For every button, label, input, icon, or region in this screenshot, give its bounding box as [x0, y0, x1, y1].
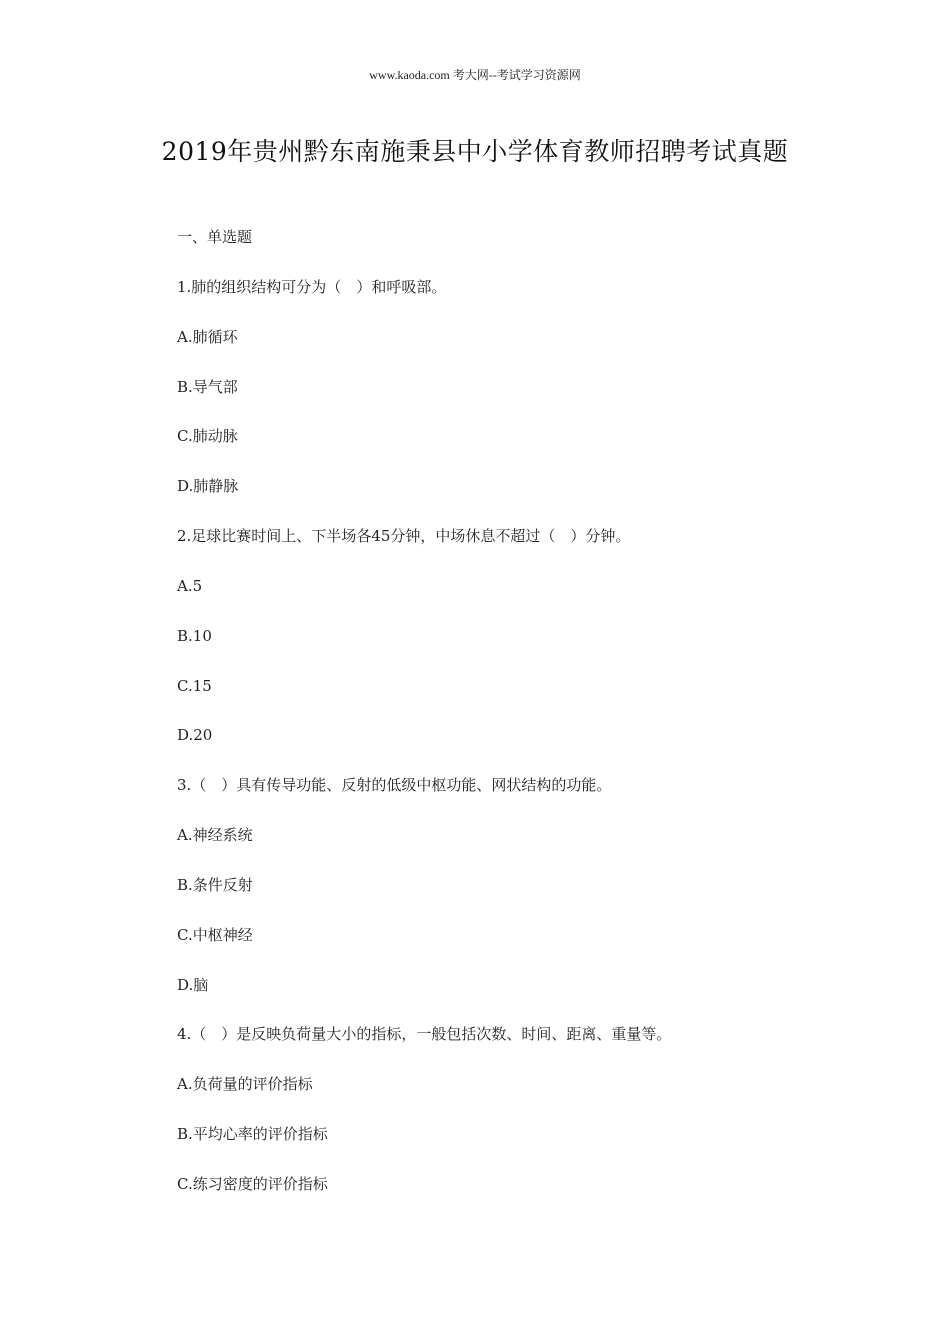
page-header-site: www.kaoda.com 考大网--考试学习资源网: [369, 68, 581, 82]
question-3-option-b: B.条件反射: [177, 876, 253, 894]
question-4-option-b: B.平均心率的评价指标: [177, 1125, 328, 1143]
question-3-stem: 3.（ ）具有传导功能、反射的低级中枢功能、网状结构的功能。: [177, 776, 612, 794]
question-1-option-a: A.肺循环: [177, 328, 238, 346]
section-heading: 一、单选题: [177, 228, 253, 246]
question-1-stem: 1.肺的组织结构可分为（ ）和呼吸部。: [177, 278, 447, 296]
document-title: 2019年贵州黔东南施秉县中小学体育教师招聘考试真题: [161, 137, 789, 166]
question-1-option-d: D.肺静脉: [177, 477, 239, 495]
question-4-option-a: A.负荷量的评价指标: [177, 1075, 313, 1093]
question-3-option-c: C.中枢神经: [177, 926, 253, 944]
question-4-option-c: C.练习密度的评价指标: [177, 1175, 328, 1193]
question-1-option-b: B.导气部: [177, 378, 238, 396]
question-2-stem: 2.足球比赛时间上、下半场各45分钟，中场休息不超过（ ）分钟。: [177, 527, 631, 545]
question-2-option-b: B.10: [177, 627, 212, 645]
question-2-option-d: D.20: [177, 726, 213, 744]
question-1-option-c: C.肺动脉: [177, 427, 238, 445]
question-4-stem: 4.（ ）是反映负荷量大小的指标，一般包括次数、时间、距离、重量等。: [177, 1025, 672, 1043]
question-2-option-c: C.15: [177, 677, 212, 695]
question-3-option-d: D.脑: [177, 976, 209, 994]
question-2-option-a: A.5: [177, 577, 203, 595]
question-3-option-a: A.神经系统: [177, 826, 253, 844]
